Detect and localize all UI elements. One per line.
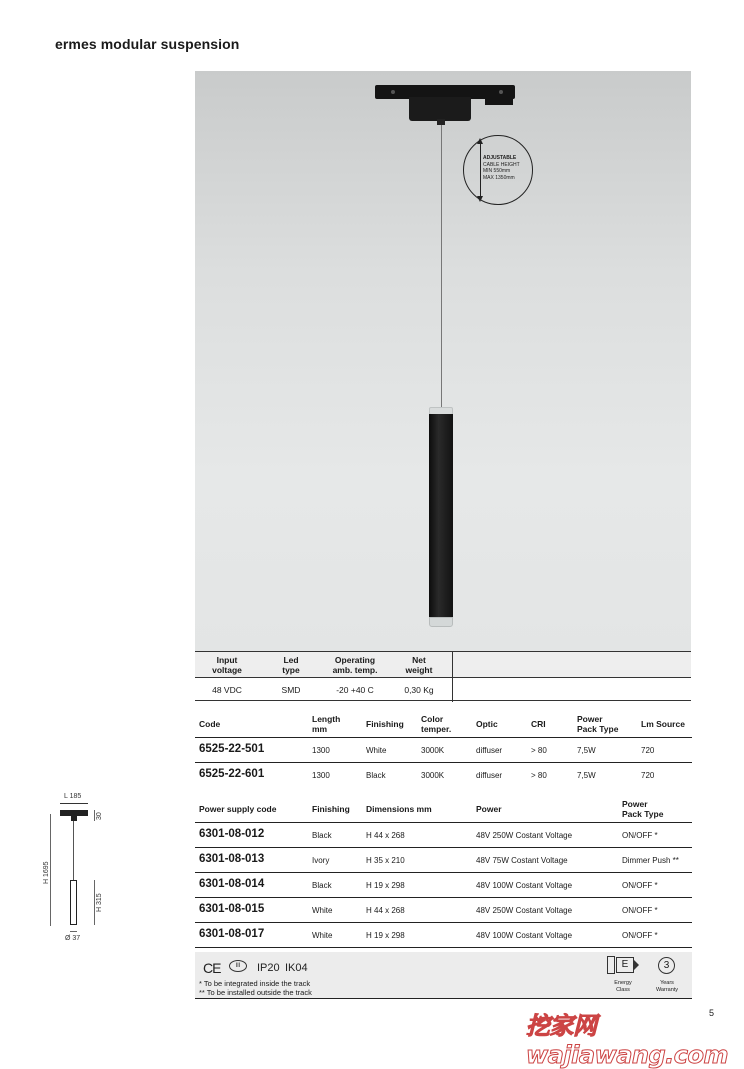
spec-header-line: weight (405, 665, 433, 675)
product-power: 7,5W (577, 746, 596, 755)
warranty-label (647, 980, 687, 994)
footnote-track-inside: * To be integrated inside the track (199, 979, 311, 988)
dim-total-height-label: H 1695 (43, 861, 50, 884)
energy-label-line: Energy (614, 980, 632, 986)
drawing-cable (73, 821, 74, 881)
page-number: 5 (709, 1008, 715, 1018)
product-color: 3000K (421, 746, 445, 755)
col-ps-pack-line: Power (622, 799, 648, 809)
col-ps-pack-type (622, 799, 663, 819)
spec-led-type: SMD (281, 685, 301, 695)
spec-header-line: amb. temp. (332, 665, 378, 675)
dim-body-height-line (94, 880, 95, 925)
product-table (195, 710, 692, 785)
energy-scale-icon (607, 956, 615, 974)
spec-header-line: Operating (334, 655, 376, 665)
product-optic: diffuser (476, 746, 503, 755)
ps-pack: ON/OFF * (622, 881, 658, 890)
product-cri: > 80 (531, 771, 547, 780)
table-row (195, 738, 692, 763)
energy-class-letter: E (616, 957, 634, 973)
ps-power: 48V 250W Costant Voltage (476, 831, 573, 840)
spec-header-input-voltage (195, 655, 259, 675)
spec-header-led-type (259, 655, 323, 675)
energy-label-line: Class (616, 987, 630, 993)
ip-rating: IP20 (257, 962, 280, 974)
col-length-line: Length (312, 714, 341, 724)
col-power-line: Power (577, 714, 603, 724)
spec-values-row (195, 677, 691, 701)
max-height-label: MAX 1350mm (483, 174, 515, 181)
spec-operating-temp: -20 +40 C (336, 685, 374, 695)
drawing-connector (71, 816, 77, 821)
track-screw (391, 90, 395, 94)
col-ps-power: Power (476, 804, 502, 814)
ps-dimensions: H 44 x 268 (366, 906, 405, 915)
col-color-line: temper. (421, 724, 452, 734)
col-finishing: Finishing (366, 719, 404, 729)
col-color-temper (421, 714, 451, 734)
col-cri: CRI (531, 719, 546, 729)
ps-finishing: White (312, 906, 333, 915)
ps-power: 48V 250W Costant Voltage (476, 906, 573, 915)
track-screw (499, 90, 503, 94)
adjustable-height-text (483, 155, 520, 181)
height-arrow-icon (480, 141, 481, 199)
ik-rating: IK04 (285, 962, 308, 974)
ps-pack: ON/OFF * (622, 906, 658, 915)
table-row (195, 823, 692, 848)
product-code: 6525-22-501 (199, 743, 265, 755)
dim-length-label: L 185 (64, 793, 82, 800)
ps-power: 48V 100W Costant Voltage (476, 931, 573, 940)
product-finishing: Black (366, 771, 386, 780)
col-color-line: Color (421, 714, 444, 724)
col-length (312, 714, 340, 734)
dim-top-height-label: 30 (96, 812, 103, 820)
energy-arrow-icon (633, 959, 639, 971)
table-row (195, 898, 692, 923)
arrow-down-icon (477, 196, 483, 202)
ps-code: 6301-08-013 (199, 853, 265, 865)
table-row (195, 848, 692, 873)
product-color: 3000K (421, 771, 445, 780)
warranty-icon: 3 (658, 957, 675, 974)
col-ps-pack-line: Pack Type (622, 809, 664, 819)
product-code: 6525-22-601 (199, 768, 265, 780)
product-lm: 720 (641, 771, 655, 780)
col-length-line: mm (312, 724, 328, 734)
spec-header-line: Input (216, 655, 238, 665)
table-row (195, 873, 692, 898)
energy-class-icon (607, 956, 639, 974)
ps-finishing: Ivory (312, 856, 330, 865)
ps-pack: ON/OFF * (622, 931, 658, 940)
warranty-label-line: Warranty (655, 987, 679, 993)
col-ps-code: Power supply code (199, 804, 277, 814)
ps-power: 48V 100W Costant Voltage (476, 881, 573, 890)
product-length: 1300 (312, 771, 330, 780)
ps-finishing: Black (312, 831, 332, 840)
dim-length-line (60, 803, 88, 804)
dim-diameter-label: Ø 37 (65, 935, 81, 942)
col-lm-source: Lm Source (641, 719, 685, 729)
ps-dimensions: H 19 x 298 (366, 931, 405, 940)
spec-net-weight: 0,30 Kg (404, 685, 434, 695)
col-ps-finishing: Finishing (312, 804, 350, 814)
ps-code: 6301-08-012 (199, 828, 265, 840)
col-code: Code (199, 719, 221, 729)
ps-finishing: White (312, 931, 333, 940)
col-power-pack (577, 714, 618, 734)
spec-header-line: type (282, 665, 300, 675)
table-row (195, 763, 692, 788)
suspension-cable (441, 125, 442, 410)
page-title: ermes modular suspension (55, 36, 240, 52)
certification-footer (195, 952, 692, 999)
min-height-label: MIN 550mm (483, 168, 511, 174)
ps-dimensions: H 35 x 210 (366, 856, 405, 865)
product-lm: 720 (641, 746, 655, 755)
lamp-body (429, 414, 453, 618)
track-adapter (409, 97, 471, 121)
cable-height-label: CABLE HEIGHT (483, 161, 520, 168)
ps-power: 48V 75W Costant Voltage (476, 856, 568, 865)
dim-top-height-line (94, 810, 95, 821)
energy-class-label (603, 980, 643, 994)
arrow-up-icon (477, 138, 483, 144)
drawing-lamp-body (70, 880, 77, 925)
col-optic: Optic (476, 719, 498, 729)
dim-total-height-line (50, 814, 51, 926)
ce-mark-icon: CE (203, 960, 221, 976)
watermark: 挖家网 wajiawang.com (526, 1012, 728, 1069)
product-finishing: White (366, 746, 387, 755)
warranty-label-line: Years (660, 980, 674, 986)
lamp-diffuser (429, 617, 453, 627)
adjustable-label: ADJUSTABLE (483, 155, 517, 161)
dim-body-height-label: H 315 (96, 893, 103, 912)
ps-pack: Dimmer Push ** (622, 856, 679, 865)
spec-header-operating-temp (323, 655, 387, 675)
product-photo (195, 71, 691, 651)
spec-header-row (195, 651, 691, 677)
power-supply-table (195, 795, 692, 950)
col-power-line: Pack Type (577, 724, 619, 734)
spec-header-net-weight (387, 655, 451, 675)
footnote-track-outside: ** To be installed outside the track (199, 988, 312, 997)
spec-header-line: Net (412, 655, 426, 665)
dim-diameter-line (70, 931, 77, 932)
class-iii-icon: III (229, 960, 247, 972)
product-optic: diffuser (476, 771, 503, 780)
ps-dimensions: H 44 x 268 (366, 831, 405, 840)
product-cri: > 80 (531, 746, 547, 755)
product-length: 1300 (312, 746, 330, 755)
spec-header-line: Led (283, 655, 299, 665)
spec-input-voltage: 48 VDC (212, 685, 242, 695)
ps-pack: ON/OFF * (622, 831, 658, 840)
ps-code: 6301-08-014 (199, 878, 265, 890)
ps-finishing: Black (312, 881, 332, 890)
ps-code: 6301-08-015 (199, 903, 265, 915)
col-ps-dimensions: Dimensions mm (366, 804, 432, 814)
ps-code: 6301-08-017 (199, 928, 265, 940)
spec-header-line: voltage (212, 665, 242, 675)
product-power: 7,5W (577, 771, 596, 780)
ps-dimensions: H 19 x 298 (366, 881, 405, 890)
table-row (195, 923, 692, 948)
